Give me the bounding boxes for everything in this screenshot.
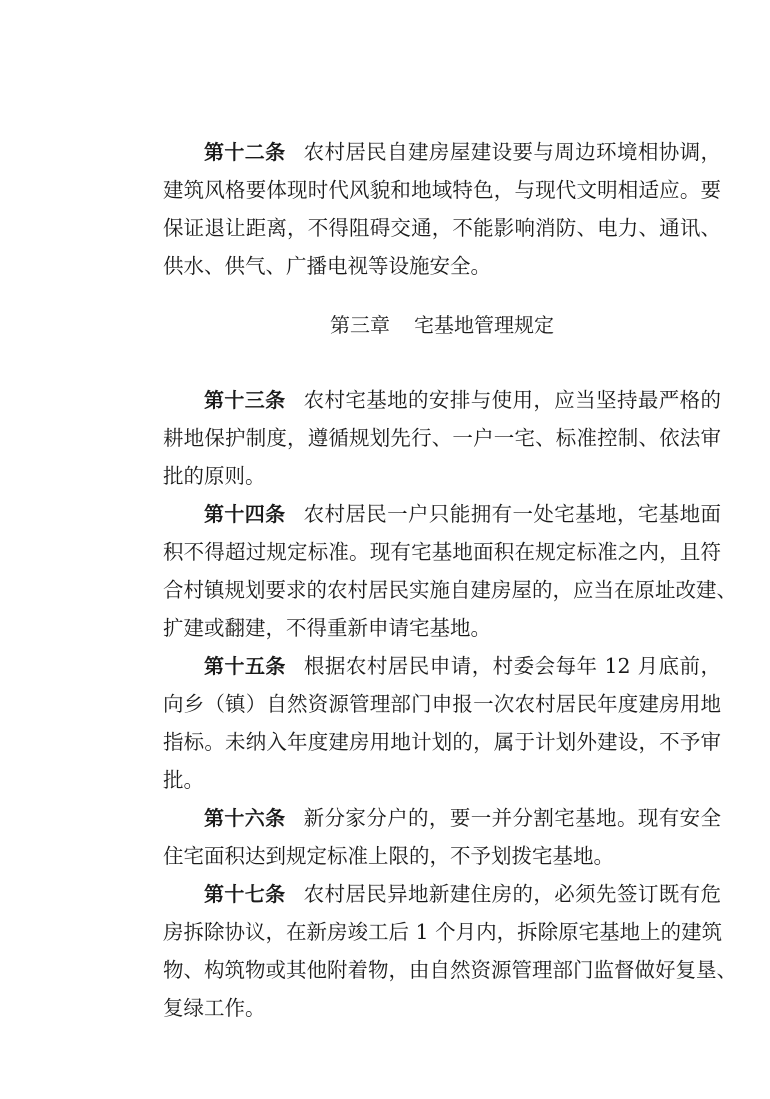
article-13 (163, 381, 721, 495)
article-number: 第十六条 (204, 806, 286, 830)
article-number: 第十三条 (204, 388, 286, 412)
article-line: 第十四条 农村居民一户只能拥有一处宅基地，宅基地面 (204, 502, 722, 526)
article-line: 第十二条 农村居民自建房屋建设要与周边环境相协调， (204, 140, 722, 164)
article-14 (163, 495, 737, 647)
article-line: 供水、供气、广播电视等设施安全。 (163, 254, 491, 278)
chapter-title: 宅基地管理规定 (414, 313, 554, 337)
article-line: 物、构筑物或其他附着物，由自然资源管理部门监督做好复垦、 (163, 958, 737, 982)
article-number: 第十五条 (204, 654, 286, 678)
document-body (163, 133, 737, 1027)
article-line: 扩建或翻建，不得重新申请宅基地。 (163, 616, 491, 640)
article-line: 积不得超过规定标准。现有宅基地面积在规定标准之内，且符 (163, 540, 721, 564)
article-number: 第十四条 (204, 502, 286, 526)
article-16 (163, 799, 721, 875)
article-line: 第十六条 新分家分户的，要一并分割宅基地。现有安全 (204, 806, 722, 830)
article-line: 第十三条 农村宅基地的安排与使用，应当坚持最严格的 (204, 388, 722, 412)
article-line: 复绿工作。 (163, 996, 266, 1020)
article-line: 建筑风格要体现时代风貌和地域特色，与现代文明相适应。要 (163, 178, 721, 202)
article-15 (163, 647, 721, 799)
chapter-heading (163, 305, 721, 345)
article-number: 第十七条 (204, 882, 286, 906)
article-line: 批的原则。 (163, 464, 266, 488)
article-17 (163, 875, 737, 1027)
article-line: 合村镇规划要求的农村居民实施自建房屋的，应当在原址改建、 (163, 578, 737, 602)
article-line: 第十七条 农村居民异地新建住房的，必须先签订既有危 (204, 882, 722, 906)
article-number: 第十二条 (204, 140, 286, 164)
article-line: 向乡（镇）自然资源管理部门申报一次农村居民年度建房用地 (163, 692, 721, 716)
article-line: 耕地保护制度，遵循规划先行、一户一宅、标准控制、依法审 (163, 426, 721, 450)
chapter-number: 第三章 (330, 313, 390, 337)
article-line: 住宅面积达到规定标准上限的，不予划拨宅基地。 (163, 844, 614, 868)
article-12 (163, 133, 721, 285)
article-line: 房拆除协议，在新房竣工后 1 个月内，拆除原宅基地上的建筑 (163, 920, 723, 944)
article-line: 指标。未纳入年度建房用地计划的，属于计划外建设，不予审 (163, 730, 721, 754)
article-line: 保证退让距离，不得阻碍交通，不能影响消防、电力、通讯、 (163, 216, 721, 240)
article-line: 批。 (163, 768, 204, 792)
article-line: 第十五条 根据农村居民申请，村委会每年 12 月底前， (204, 654, 722, 678)
